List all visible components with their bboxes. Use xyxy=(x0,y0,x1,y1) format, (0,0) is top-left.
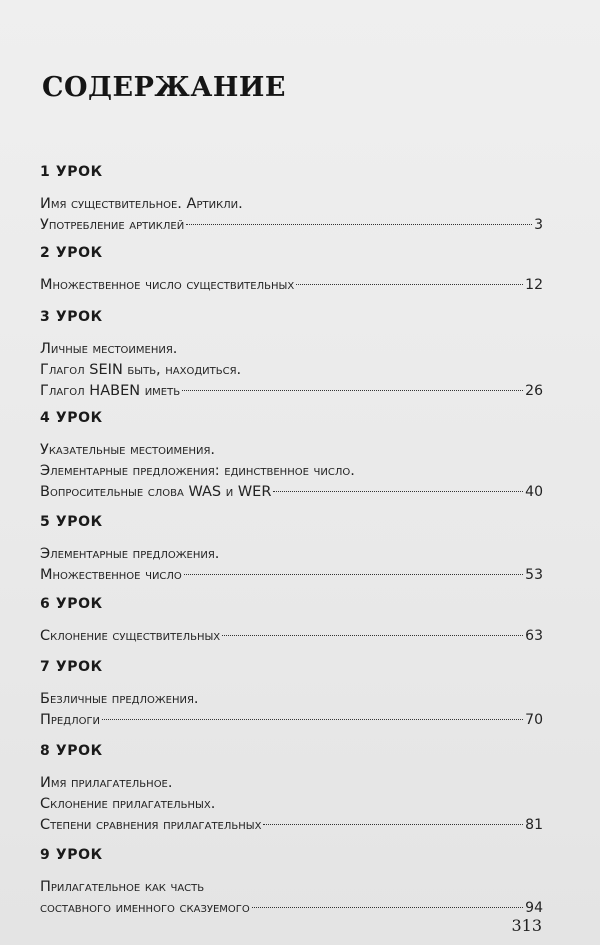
toc-entry[interactable] xyxy=(40,626,543,647)
toc-entry[interactable] xyxy=(40,710,543,731)
toc-section-lesson-4 xyxy=(40,408,543,503)
toc-section-lesson-6 xyxy=(40,594,543,647)
lesson-heading: 8 УРОК xyxy=(40,743,103,759)
toc-entry[interactable] xyxy=(40,482,543,503)
toc-entry-text: Вопросительные слова WAS и WER xyxy=(40,484,272,500)
toc-line: Имя прилагательное. xyxy=(40,775,173,791)
dot-leader xyxy=(186,224,532,225)
lesson-heading: 1 УРОК xyxy=(40,164,103,180)
toc-section-lesson-3 xyxy=(40,307,543,402)
lesson-heading: 4 УРОК xyxy=(40,410,103,426)
toc-entry[interactable] xyxy=(40,815,543,836)
toc-page-number: 70 xyxy=(525,712,543,728)
toc-line: Элементарные предложения: единственное число. xyxy=(40,463,355,479)
dot-leader xyxy=(296,284,523,285)
lesson-heading: 6 УРОК xyxy=(40,596,103,612)
toc-entry-text: составного именного сказуемого xyxy=(40,900,250,916)
toc-entry-text: Множественное число xyxy=(40,567,182,583)
toc-page-number: 63 xyxy=(525,628,543,644)
toc-section-lesson-5 xyxy=(40,512,543,586)
toc-entry[interactable] xyxy=(40,215,543,236)
toc-line: Прилагательное как часть xyxy=(40,879,205,895)
toc-page-number: 26 xyxy=(525,383,543,399)
toc-entry-text: Предлоги xyxy=(40,712,101,728)
toc-page-number: 81 xyxy=(525,817,543,833)
toc-section-lesson-2 xyxy=(40,243,543,296)
dot-leader xyxy=(182,390,523,391)
toc-entry[interactable] xyxy=(40,381,543,402)
toc-section-lesson-8 xyxy=(40,741,543,836)
toc-line: Указательные местоимения. xyxy=(40,442,215,458)
toc-section-lesson-7 xyxy=(40,657,543,731)
lesson-heading: 7 УРОК xyxy=(40,659,103,675)
toc-section-lesson-9 xyxy=(40,845,543,919)
toc-page-number: 94 xyxy=(525,900,543,916)
toc-line: Личные местоимения. xyxy=(40,341,178,357)
dot-leader xyxy=(263,824,523,825)
lesson-heading: 3 УРОК xyxy=(40,309,103,325)
dot-leader xyxy=(252,907,523,908)
toc-section-lesson-1 xyxy=(40,162,543,236)
toc-entry-text: Глагол HABEN иметь xyxy=(40,383,181,399)
toc-page-number: 53 xyxy=(525,567,543,583)
dot-leader xyxy=(222,635,523,636)
toc-line: Имя существительное. Артикли. xyxy=(40,196,243,212)
toc-entry-text: Множественное число существительных xyxy=(40,277,295,293)
toc-entry-text: Склонение существительных xyxy=(40,628,221,644)
toc-line: Склонение прилагательных. xyxy=(40,796,216,812)
toc-page-number: 3 xyxy=(534,217,543,233)
lesson-heading: 9 УРОК xyxy=(40,847,103,863)
toc-entry-text: Употребление артиклей xyxy=(40,217,185,233)
toc-entry[interactable] xyxy=(40,898,543,919)
dot-leader xyxy=(273,491,523,492)
dot-leader xyxy=(102,719,523,720)
toc-entry-text: Степени сравнения прилагательных xyxy=(40,817,262,833)
toc-page-number: 40 xyxy=(525,484,543,500)
toc-page-number: 12 xyxy=(525,277,543,293)
lesson-heading: 5 УРОК xyxy=(40,514,103,530)
toc-entry[interactable] xyxy=(40,565,543,586)
toc-line: Глагол SEIN быть, находиться. xyxy=(40,362,242,378)
toc-line: Элементарные предложения. xyxy=(40,546,220,562)
lesson-heading: 2 УРОК xyxy=(40,245,103,261)
dot-leader xyxy=(184,574,523,575)
toc-line: Безличные предложения. xyxy=(40,691,199,707)
page-number: 313 xyxy=(511,916,542,935)
toc-entry[interactable] xyxy=(40,275,543,296)
page-title: СОДЕРЖАНИЕ xyxy=(42,72,286,103)
